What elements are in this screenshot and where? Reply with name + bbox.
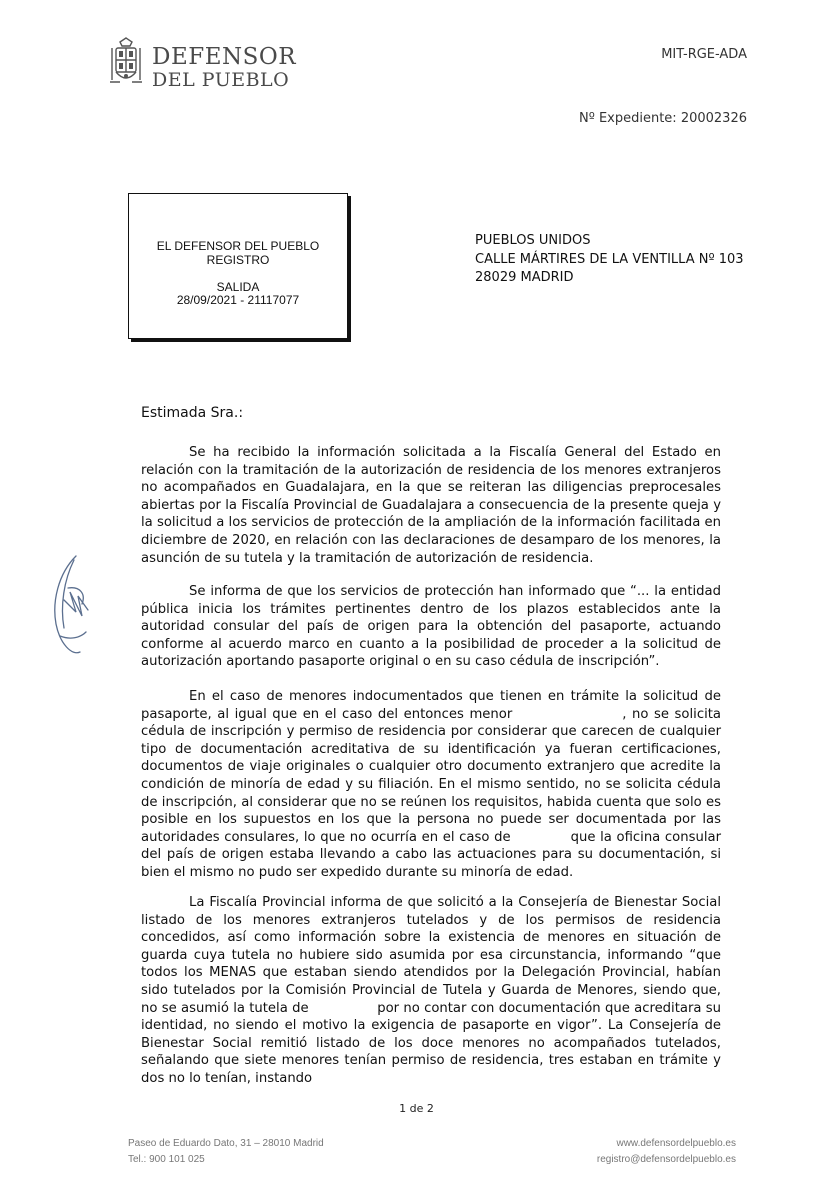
defensor-logo [106, 36, 297, 94]
recipient-name: PUEBLOS UNIDOS [475, 233, 591, 248]
registry-stamp [128, 193, 348, 339]
paragraph-3-part-2: , no se solicita cédula de inscripción y permiso de residencia por considerar que carecen de cualquier tipo de documentación acreditativa de su identificación ya fueran certificaciones, documentos de viaje originales o cualquier otro documento extranjero que acredite la condición de minoría de edad y su filiación. En el mismo sentido, no se solicita cédula de inscripción, al considerar que no se reúnen los requisitos, habida cuenta que solo es posible en los supuestos en los que la persona no puede ser documentada por las autoridades consulares, lo que no ocurría en el caso de [141, 706, 721, 845]
coat-of-arms-icon [106, 36, 146, 92]
paragraph-4-part-2: por no contar con documentación que acreditara su identidad, no siendo el motivo la exigencia de pasaporte en vigor”. La Consejería de Bienestar Social remitió listado de los doce menores no acompañados tutelados, señalando que siete menores tenían permiso de residencia, tres estaban en trámite y dos no lo tenían, instando [141, 1000, 722, 1086]
reference-code: MIT-RGE-ADA [661, 47, 747, 62]
footer-contact [128, 1136, 324, 1168]
recipient-city: 28029 MADRID [475, 270, 574, 285]
paragraph-4 [141, 894, 721, 1088]
stamp-institution: EL DEFENSOR DEL PUEBLO [156, 239, 320, 253]
footer-web [597, 1136, 736, 1168]
paragraph-3-part-3: que la oficina consular del país de origen estaba llevando a cabo las actuaciones para su documentación, si bien el mismo no pudo ser expedido durante su minoría de edad. [141, 829, 722, 880]
paragraph-4-part-1: La Fiscalía Provincial informa de que solicitó a la Consejería de Bienestar Social listado de los menores extranjeros tutelados y de los permisos de residencia concedidos, así como información sobre la existencia de menores en situación de guarda cuya tutela no hubiere sido asumida por esa circunstancia, informando “que todos los MENAS que estaban siendo atendidos por la Delegación Provincial, habían sido tutelados por la Comisión Provincial de Tutela y Guarda de Menores, siendo que, no se asumió la tutela de [141, 895, 721, 1016]
footer-email-link[interactable]: registro@defensordelpueblo.es [596, 1154, 736, 1165]
paragraph-3 [141, 688, 721, 882]
page-number: 1 de 2 [399, 1102, 434, 1115]
greeting: Estimada Sra.: [141, 405, 244, 421]
footer-phone: Tel.: 900 101 025 [128, 1154, 205, 1165]
stamp-type: SALIDA [216, 280, 260, 294]
footer-website-link[interactable]: www.defensordelpueblo.es [616, 1138, 736, 1149]
stamp-date: 28/09/2021 - 21117077 [176, 293, 300, 307]
file-number: Nº Expediente: 20002326 [578, 111, 747, 126]
recipient-street: CALLE MÁRTIRES DE LA VENTILLA Nº 103 [475, 251, 744, 267]
paragraph-1: Se ha recibido la información solicitada a la Fiscalía General del Estado en relación con la tramitación de la autorización de residencia de los menores extranjeros no acompañados en Guadalajara, en la que se reiteran las diligencias preprocesales abiertas por la Fiscalía Provincial de Guadalajara a consecuencia de la presente queja y la solicitud a los servicios de protección de la ampliación de la información facilitada en diciembre de 2020, en relación con las declaraciones de desamparo de los menores, la asunción de su tutela y la tramitación de autorización de residencia. [141, 445, 721, 566]
paragraph-2: Se informa de que los servicios de protección han informado que “... la entidad pública inicia los trámites pertinentes dentro de los plazos establecidos ante la autoridad consular del país de origen para la obtención del pasaporte, actuando conforme al acuerdo marco en cuanto a la posibilidad de proceder a la solicitud de autorización aportando pasaporte original o en su caso cédula de inscripción”. [141, 584, 721, 670]
logo-title: DEFENSOR [152, 44, 297, 70]
footer-address: Paseo de Eduardo Dato, 31 – 28010 Madrid [128, 1138, 324, 1149]
stamp-registry: REGISTRO [206, 253, 270, 267]
logo-subtitle: DEL PUEBLO [152, 69, 290, 91]
paragraph-3-part-1: En el caso de menores indocumentados que tienen en trámite la solicitud de pasaporte, al igual que en el caso del entonces menor [141, 689, 721, 722]
recipient-address [475, 232, 744, 288]
signature-icon [46, 552, 102, 660]
